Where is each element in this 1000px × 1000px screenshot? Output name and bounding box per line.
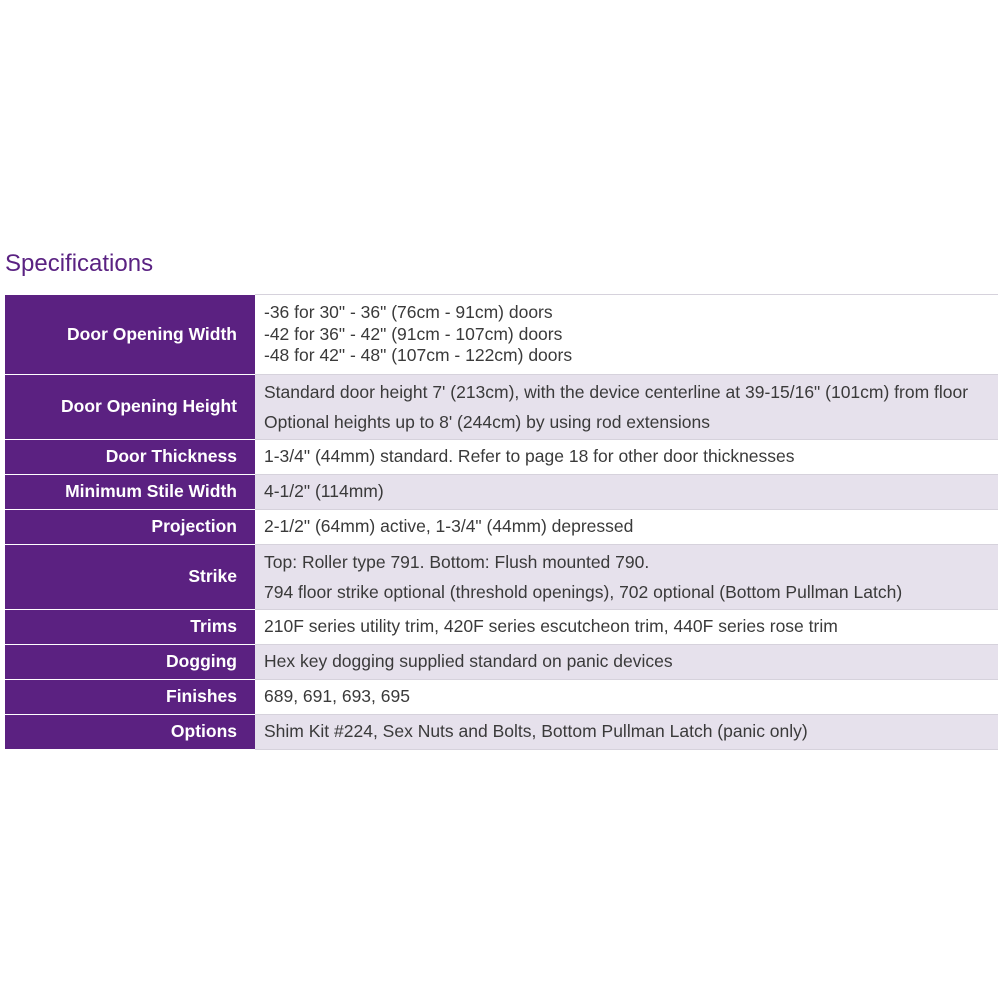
page-title: Specifications xyxy=(5,250,154,277)
spec-value-line: Optional heights up to 8' (244cm) by using rod extensions xyxy=(264,412,710,432)
specifications-table xyxy=(5,294,998,750)
spec-value-line: -42 for 36" - 42" (91cm - 107cm) doors xyxy=(264,323,563,344)
table-row xyxy=(5,680,998,715)
spec-label: Strike xyxy=(5,545,255,610)
spec-label: Projection xyxy=(5,510,255,545)
spec-value-line: Top: Roller type 791. Bottom: Flush mounted 790. xyxy=(264,552,650,572)
spec-value: Hex key dogging supplied standard on panic devices xyxy=(255,645,998,680)
spec-label: Minimum Stile Width xyxy=(5,475,255,510)
spec-value: Shim Kit #224, Sex Nuts and Bolts, Bottom Pullman Latch (panic only) xyxy=(255,715,998,750)
spec-value-line: -48 for 42" - 48" (107cm - 122cm) doors xyxy=(264,345,573,366)
table-row xyxy=(5,545,998,610)
spec-value: 2-1/2" (64mm) active, 1-3/4" (44mm) depressed xyxy=(255,510,998,545)
table-row xyxy=(5,610,998,645)
spec-label: Door Thickness xyxy=(5,440,255,475)
spec-value xyxy=(255,295,998,375)
table-row xyxy=(5,475,998,510)
spec-value: 210F series utility trim, 420F series escutcheon trim, 440F series rose trim xyxy=(255,610,998,645)
spec-label: Options xyxy=(5,715,255,750)
spec-label: Door Opening Width xyxy=(5,295,255,375)
spec-value: 1-3/4" (44mm) standard. Refer to page 18 for other door thicknesses xyxy=(255,440,998,475)
spec-label: Door Opening Height xyxy=(5,375,255,440)
spec-value-line: -36 for 30" - 36" (76cm - 91cm) doors xyxy=(264,302,553,323)
spec-value xyxy=(255,545,998,610)
spec-value xyxy=(255,375,998,440)
table-row xyxy=(5,375,998,440)
spec-value: 689, 691, 693, 695 xyxy=(255,680,998,715)
table-row xyxy=(5,510,998,545)
table-row xyxy=(5,295,998,375)
spec-value: 4-1/2" (114mm) xyxy=(255,475,998,510)
table-row xyxy=(5,440,998,475)
spec-value-line: 794 floor strike optional (threshold openings), 702 optional (Bottom Pullman Latch) xyxy=(264,582,903,602)
table-row xyxy=(5,715,998,750)
spec-label: Finishes xyxy=(5,680,255,715)
table-row xyxy=(5,645,998,680)
spec-label: Dogging xyxy=(5,645,255,680)
spec-label: Trims xyxy=(5,610,255,645)
spec-value-line: Standard door height 7' (213cm), with the device centerline at 39-15/16" (101cm) from floor xyxy=(264,382,969,402)
